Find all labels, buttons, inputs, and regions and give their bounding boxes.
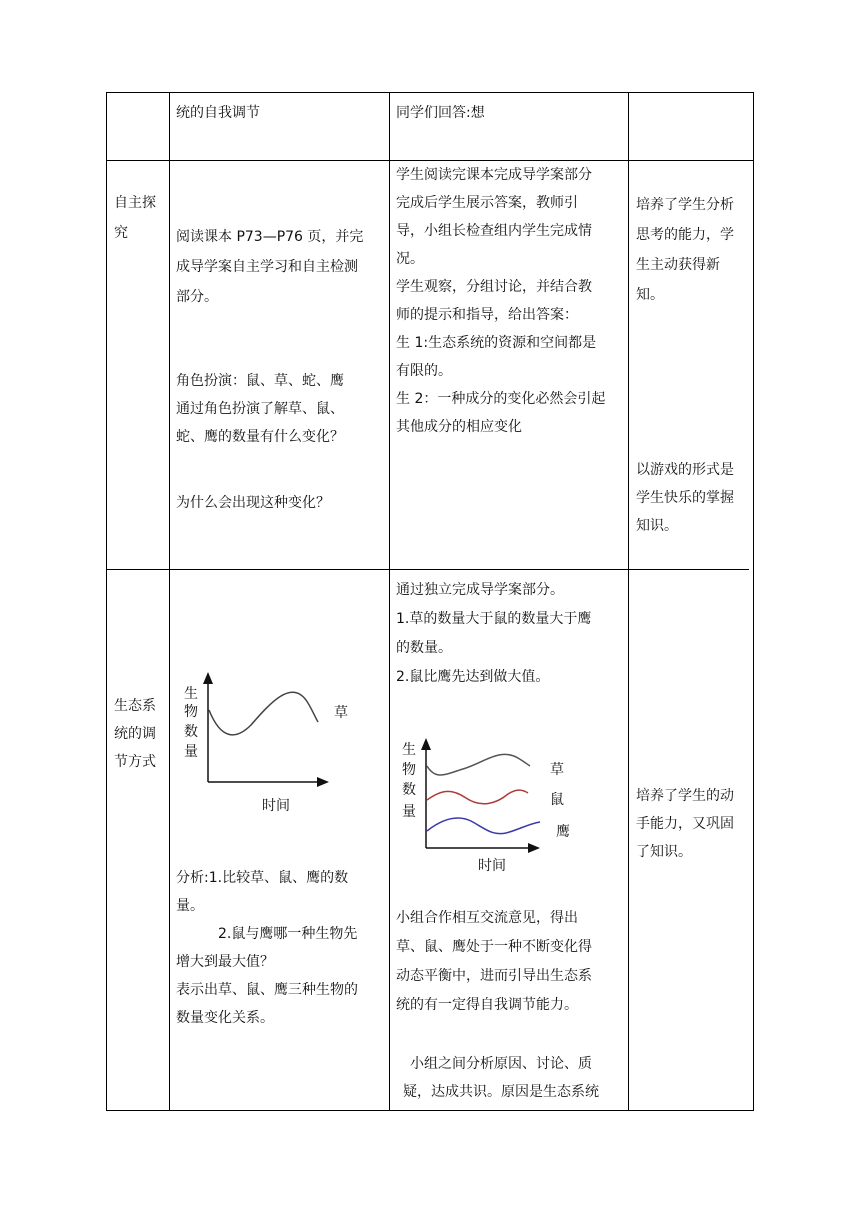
row1-col3-text: 同学们回答:想 xyxy=(396,105,485,121)
design-intent-line: 思考的能力，学 xyxy=(636,227,734,243)
chart1-xlabel: 时间 xyxy=(262,798,290,814)
chart2-mouse-curve xyxy=(427,790,528,804)
chart1-x-arrow xyxy=(317,777,329,787)
row2-col2 xyxy=(176,222,363,312)
design-intent-line: 培养了学生的动 xyxy=(636,788,734,804)
chart2-eagle-curve xyxy=(427,818,540,834)
student-activity-line: 导，小组长检查组内学生完成情 xyxy=(396,223,592,239)
analysis-line: 量。 xyxy=(176,898,204,914)
student-activity-line: 学生观察，分组讨论，并结合教 xyxy=(396,279,592,295)
group-analysis-line: 小组之间分析原因、讨论、质 xyxy=(410,1056,592,1072)
chart1-series-label: 草 xyxy=(334,705,348,721)
chart2-legend-eagle: 鹰 xyxy=(556,824,570,840)
table-top-border xyxy=(106,92,753,93)
row2-title-line: 究 xyxy=(114,225,128,241)
chart1-grass-curve xyxy=(209,692,318,735)
row2-col4 xyxy=(636,190,734,310)
analysis-line: 2.鼠与鹰哪一种生物先 xyxy=(218,926,358,942)
chart2-x-arrow xyxy=(528,843,540,853)
design-intent-line: 学生快乐的掌握 xyxy=(636,490,734,506)
col-border-right xyxy=(753,92,754,1111)
group-discussion-line: 小组合作相互交流意见，得出 xyxy=(396,910,578,926)
row2-col2-question: 为什么会出现这种变化？ xyxy=(176,495,330,511)
student-activity-line: 生 1:生态系统的资源和空间都是 xyxy=(396,335,597,351)
population-chart-2 xyxy=(396,736,626,878)
table-bottom-border xyxy=(106,1110,753,1111)
row2-col3 xyxy=(396,161,605,441)
student-activity-line: 学生阅读完课本完成导学案部分 xyxy=(396,167,592,183)
row2-title xyxy=(114,188,156,248)
row3-title-line: 生态系 xyxy=(114,698,156,714)
chart2-ylabel-char: 量 xyxy=(402,804,416,820)
design-intent-line: 生主动获得新 xyxy=(636,257,720,273)
row3-title-line: 节方式 xyxy=(114,754,156,770)
chart2-y-arrow xyxy=(421,738,431,750)
reading-task-line: 阅读课本 P73—P76 页，并完 xyxy=(176,229,364,245)
student-activity-line: 完成后学生展示答案，教师引 xyxy=(396,195,578,211)
roleplay-line: 蛇、鹰的数量有什么变化？ xyxy=(176,429,344,445)
reading-task-line: 部分。 xyxy=(176,289,218,305)
student-activity-line: 其他成分的相应变化 xyxy=(396,419,522,435)
chart2-legend-grass: 草 xyxy=(550,762,564,778)
analysis-line: 增大到最大值？ xyxy=(176,954,274,970)
chart2-xlabel: 时间 xyxy=(478,858,506,874)
row3-col3-mid xyxy=(396,904,592,1020)
student-activity-line: 师的提示和指导，给出答案： xyxy=(396,307,578,323)
roleplay-line: 通过角色扮演了解草、鼠、 xyxy=(176,401,344,417)
row2-col2-roleplay xyxy=(176,367,344,451)
chart1-ylabel-char: 数 xyxy=(184,724,198,740)
chart1-ylabel-char: 生 xyxy=(184,686,198,702)
chart2-ylabel-char: 数 xyxy=(402,782,416,798)
analysis-line: 分析:1.比较草、鼠、鹰的数 xyxy=(176,870,349,886)
row3-col3-top xyxy=(396,576,591,692)
row3-title xyxy=(114,692,156,776)
reading-task-line: 成导学案自主学习和自主检测 xyxy=(176,259,358,275)
row3-col4 xyxy=(636,782,734,866)
col-border-left xyxy=(106,92,107,1111)
student-activity-line: 生 2：一种成分的变化必然会引起 xyxy=(396,391,606,407)
chart2-legend-mouse: 鼠 xyxy=(550,792,564,808)
analysis-line: 表示出草、鼠、鹰三种生物的 xyxy=(176,982,358,998)
student-answer-line: 2.鼠比鹰先达到做大值。 xyxy=(396,669,550,685)
group-analysis-line: 疑，达成共识。原因是生态系统 xyxy=(403,1084,599,1100)
col-border-3 xyxy=(628,92,629,1111)
chart2-ylabel-char: 生 xyxy=(402,742,416,758)
row2-title-line: 自主探 xyxy=(114,195,156,211)
design-intent-line: 培养了学生分析 xyxy=(636,197,734,213)
col-border-2 xyxy=(389,92,390,1111)
design-intent-line: 了知识。 xyxy=(636,844,692,860)
col-border-1 xyxy=(169,92,170,1111)
design-intent-line: 知。 xyxy=(636,287,664,303)
group-discussion-line: 统的有一定得自我调节能力。 xyxy=(396,997,578,1013)
roleplay-line: 角色扮演：鼠、草、蛇、鹰 xyxy=(176,373,344,389)
student-activity-line: 况。 xyxy=(396,251,424,267)
analysis-line: 数量变化关系。 xyxy=(176,1010,274,1026)
row2-bottom-border xyxy=(106,569,749,570)
group-discussion-line: 动态平衡中，进而引导出生态系 xyxy=(396,968,592,984)
row3-col2-analysis xyxy=(176,864,358,1032)
design-intent-line: 以游戏的形式是 xyxy=(636,462,734,478)
chart2-grass-curve xyxy=(427,754,530,775)
student-answer-line: 1.草的数量大于鼠的数量大于鹰 xyxy=(396,611,592,627)
group-discussion-line: 草、鼠、鹰处于一种不断变化得 xyxy=(396,939,592,955)
row3-col3-end xyxy=(396,1050,599,1106)
student-activity-line: 有限的。 xyxy=(396,363,452,379)
chart1-ylabel-char: 物 xyxy=(184,704,198,720)
student-answer-line: 通过独立完成导学案部分。 xyxy=(396,582,564,598)
row3-title-line: 统的调 xyxy=(114,726,156,742)
chart2-ylabel-char: 物 xyxy=(402,762,416,778)
design-intent-line: 手能力，又巩固 xyxy=(636,816,734,832)
population-chart-1 xyxy=(176,670,386,820)
student-answer-line: 的数量。 xyxy=(396,640,452,656)
chart1-y-arrow xyxy=(203,672,213,684)
row2-col4-game xyxy=(636,456,734,540)
row1-col2-text: 统的自我调节 xyxy=(176,105,260,121)
chart1-ylabel-char: 量 xyxy=(184,744,198,760)
design-intent-line: 知识。 xyxy=(636,518,678,534)
